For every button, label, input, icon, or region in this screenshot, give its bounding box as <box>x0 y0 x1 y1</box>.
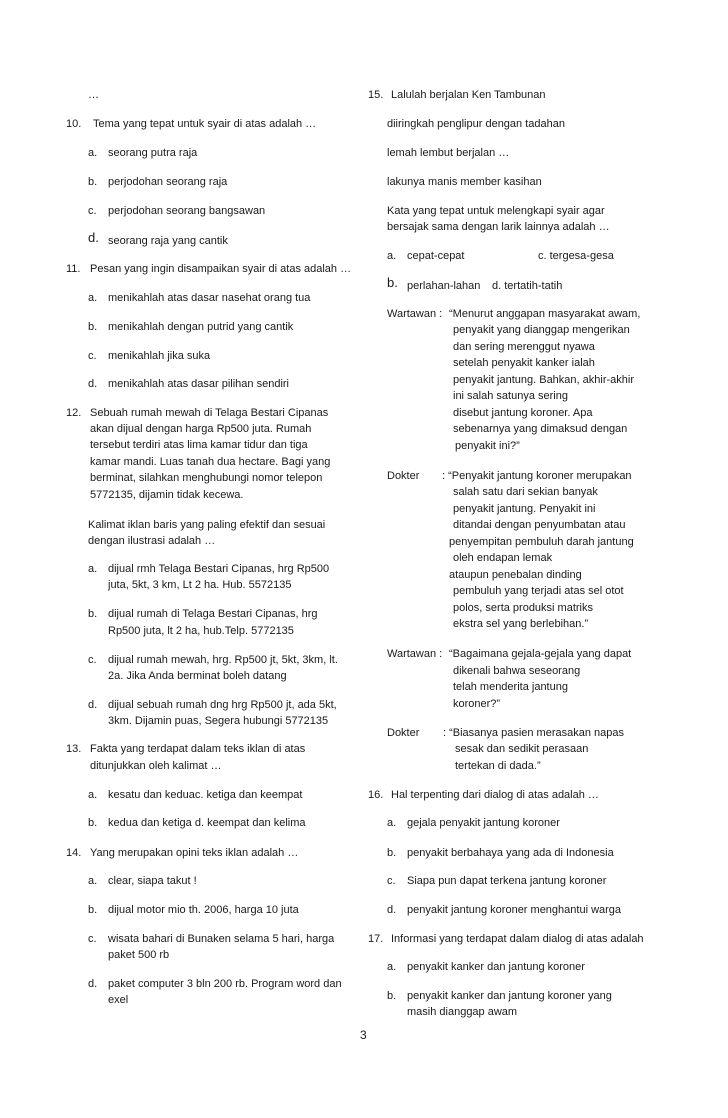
option-letter: c. <box>387 875 396 887</box>
dialog-line: tertekan di dada.” <box>455 760 541 772</box>
option-text: seorang raja yang cantik <box>108 235 228 247</box>
dialog-line: disebut jantung koroner. Apa <box>453 407 593 419</box>
option-text: paket computer 3 bln 200 rb. Program word dan <box>108 978 342 990</box>
question-11-text: Pesan yang ingin disampaikan syair di atas adalah … <box>90 263 352 275</box>
option-letter: a. <box>88 563 98 575</box>
option-text: penyakit kanker dan jantung koroner <box>407 961 585 973</box>
option-text: juta, 5kt, 3 km, Lt 2 ha. Hub. 5572135 <box>108 579 292 591</box>
option-text: seorang putra raja <box>108 147 198 159</box>
option-letter: b. <box>88 608 98 620</box>
dialog-line: “Menurut anggapan masyarakat awam, <box>449 308 641 320</box>
option-text: penyakit jantung koroner menghantui warga <box>407 904 622 916</box>
ad-text-line: akan dijual dengan harga Rp500 juta. Rumah <box>90 423 312 435</box>
option-letter: a. <box>88 292 98 304</box>
option-text: penyakit berbahaya yang ada di Indonesia <box>407 847 614 859</box>
option-letter: b. <box>88 904 98 916</box>
option-text: menikahlah atas dasar nasehat orang tua <box>108 292 311 304</box>
dialog-line: oleh endapan lemak <box>453 552 553 564</box>
ad-text-line: berminat, silahkan menghubungi nomor telepon <box>90 472 323 484</box>
dialog-line: telah menderita jantung <box>453 681 568 693</box>
dialog-line: ditandai dengan penyumbatan atau <box>453 519 626 531</box>
option-text: 3km. Dijamin puas, Segera hubungi 5772135 <box>108 715 329 727</box>
option-letter: d. <box>88 378 98 390</box>
dialog-line: polos, serta produksi matriks <box>453 602 593 614</box>
poem-line: lemah lembut berjalan … <box>387 147 510 159</box>
option-text: clear, siapa takut ! <box>108 875 197 887</box>
option-text: menikahlah dengan putrid yang cantik <box>108 321 294 333</box>
option-text: kedua dan ketiga d. keempat dan kelima <box>108 817 306 829</box>
option-text: dijual sebuah rumah dng hrg Rp500 jt, ada 5kt, <box>108 699 337 711</box>
option-letter: b. <box>88 321 98 333</box>
question-13-text: Fakta yang terdapat dalam teks iklan di atas <box>90 743 306 755</box>
dialog-line: “Bagaimana gejala-gejala yang dapat <box>449 648 632 660</box>
poem-line: lakunya manis member kasihan <box>387 176 542 188</box>
option-letter: b. <box>387 990 397 1002</box>
option-letter: a. <box>387 961 397 973</box>
option-letter: d. <box>88 230 99 245</box>
continuation-ellipsis: … <box>88 89 99 101</box>
question-11-number: 11. <box>66 263 81 275</box>
option-text: Rp500 juta, lt 2 ha, hub.Telp. 5772135 <box>108 625 294 637</box>
poem-line: Lalulah berjalan Ken Tambunan <box>391 89 546 101</box>
dialog-line: salah satu dari sekian banyak <box>453 486 598 498</box>
option-letter: c. <box>88 933 97 945</box>
dialog-line: : “Biasanya pasien merasakan napas <box>443 727 624 739</box>
dialog-line: penyakit ini?” <box>455 440 520 452</box>
question-13-number: 13. <box>66 743 82 755</box>
poem-line: diiringkah penglipur dengan tadahan <box>387 118 565 130</box>
question-12-text: Kalimat iklan baris yang paling efektif dan sesuai <box>88 519 326 531</box>
option-letter: c. <box>88 654 97 666</box>
option-text: cepat-cepat <box>407 250 465 262</box>
dialog-line: setelah penyakit kanker ialah <box>453 357 595 369</box>
question-17-number: 17. <box>368 933 384 945</box>
option-text: 2a. Jika Anda berminat boleh datang <box>108 670 287 682</box>
dialog-line: penyempitan pembuluh darah jantung <box>449 536 634 548</box>
dialog-line: penyakit jantung. Penyakit ini <box>453 503 596 515</box>
dialog-line: koroner?” <box>453 698 501 710</box>
dialog-line: ataupun penebalan dinding <box>449 569 582 581</box>
option-letter: d. <box>387 904 397 916</box>
option-text: dijual rumah di Telaga Bestari Cipanas, hrg <box>108 608 318 620</box>
dialog-line: ekstra sel yang berlebihan.” <box>453 618 589 630</box>
dialog-line: dikenali bahwa seseorang <box>453 665 581 677</box>
dialog-line: penyakit yang dianggap mengerikan <box>453 324 630 336</box>
question-15-text: Kata yang tepat untuk melengkapi syair agar <box>387 205 605 217</box>
dialog-line: : “Penyakit jantung koroner merupakan <box>442 470 632 482</box>
option-text: gejala penyakit jantung koroner <box>407 817 560 829</box>
option-text: perlahan-lahan <box>407 280 481 292</box>
option-text: masih dianggap awam <box>407 1006 518 1018</box>
option-letter: b. <box>387 847 397 859</box>
ad-text-line: kamar mandi. Luas tanah dua hectare. Bagi yang <box>90 456 331 468</box>
option-text: perjodohan seorang bangsawan <box>108 205 266 217</box>
option-letter: a. <box>387 250 397 262</box>
option-text: perjodohan seorang raja <box>108 176 228 188</box>
page-number: 3 <box>360 1028 367 1042</box>
dialog-speaker: Dokter <box>387 727 420 739</box>
dialog-line: dan sering merenggut nyawa <box>453 341 595 353</box>
option-letter: c. <box>88 205 97 217</box>
option-letter: c. <box>88 350 97 362</box>
option-text: d. tertatih-tatih <box>492 280 563 292</box>
question-15-number: 15. <box>368 89 384 101</box>
question-14-number: 14. <box>66 847 82 859</box>
question-16-text: Hal terpenting dari dialog di atas adalah … <box>391 789 599 801</box>
option-text: dijual rmh Telaga Bestari Cipanas, hrg Rp500 <box>108 563 330 575</box>
dialog-speaker: Dokter <box>387 470 420 482</box>
dialog-line: sesak dan sedikit perasaan <box>455 743 589 755</box>
option-text: menikahlah jika suka <box>108 350 211 362</box>
option-text: c. tergesa-gesa <box>538 250 614 262</box>
question-12-number: 12. <box>66 407 82 419</box>
option-letter: a. <box>387 817 397 829</box>
option-letter: d. <box>88 699 98 711</box>
dialog-line: sebenarnya yang dimaksud dengan <box>453 423 628 435</box>
dialog-line: ini salah satunya sering <box>453 390 568 402</box>
option-letter: b. <box>387 275 398 290</box>
option-text: dijual motor mio th. 2006, harga 10 juta <box>108 904 299 916</box>
option-letter: a. <box>88 147 98 159</box>
option-text: exel <box>108 994 129 1006</box>
question-14-text: Yang merupakan opini teks iklan adalah … <box>90 847 299 859</box>
question-13-text: ditunjukkan oleh kalimat … <box>90 760 222 772</box>
option-letter: b. <box>88 817 98 829</box>
option-text: wisata bahari di Bunaken selama 5 hari, harga <box>108 933 335 945</box>
question-17-text: Informasi yang terdapat dalam dialog di atas adalah <box>391 933 644 945</box>
question-10-text: Tema yang tepat untuk syair di atas adalah … <box>93 118 317 130</box>
question-10-number: 10. <box>66 118 82 130</box>
question-16-number: 16. <box>368 789 384 801</box>
ad-text-line: 5772135, dijamin tidak kecewa. <box>90 489 244 501</box>
option-text: Siapa pun dapat terkena jantung koroner <box>407 875 607 887</box>
option-text: dijual rumah mewah, hrg. Rp500 jt, 5kt, 3km, lt. <box>108 654 338 666</box>
option-letter: d. <box>88 978 98 990</box>
ad-text-line: tersebut terdiri atas lima kamar tidur dan tiga <box>90 439 308 451</box>
question-15-text: bersajak sama dengan larik lainnya adalah … <box>387 221 610 233</box>
dialog-speaker: Wartawan : <box>387 648 443 660</box>
option-text: menikahlah atas dasar pilihan sendiri <box>108 378 289 390</box>
option-text: paket 500 rb <box>108 949 170 961</box>
option-letter: b. <box>88 176 98 188</box>
option-letter: a. <box>88 789 98 801</box>
option-letter: a. <box>88 875 98 887</box>
question-12-text: dengan ilustrasi adalah … <box>88 535 216 547</box>
ad-text-line: Sebuah rumah mewah di Telaga Bestari Cipanas <box>90 407 329 419</box>
option-text: kesatu dan keduac. ketiga dan keempat <box>108 789 303 801</box>
option-text: penyakit kanker dan jantung koroner yang <box>407 990 612 1002</box>
dialog-line: penyakit jantung. Bahkan, akhir-akhir <box>453 374 634 386</box>
dialog-speaker: Wartawan : <box>387 308 443 320</box>
dialog-line: pembuluh yang terjadi atas sel otot <box>453 585 624 597</box>
